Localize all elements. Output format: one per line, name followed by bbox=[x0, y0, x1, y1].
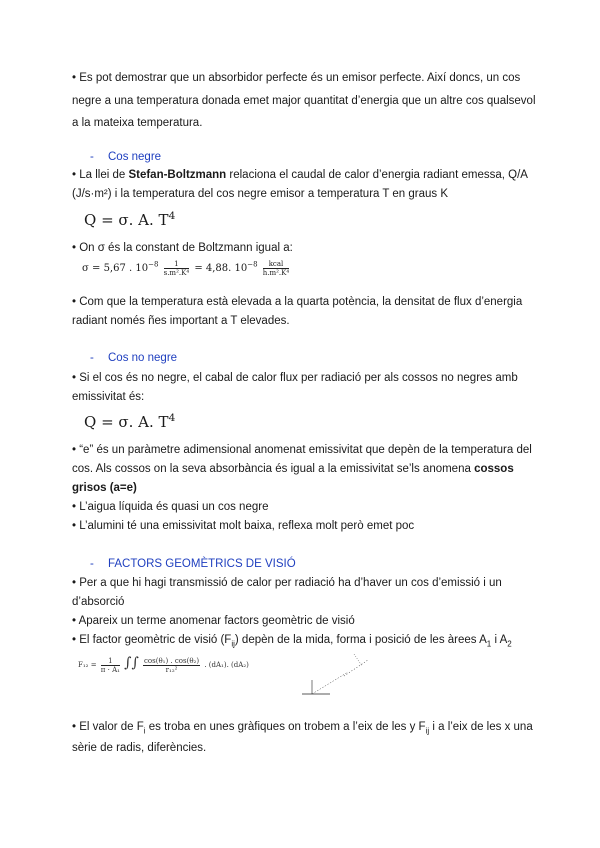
final-mid: es troba en unes gràfiques on trobem a l’eix de les y F bbox=[145, 721, 426, 733]
vf-l4-sub3: 2 bbox=[507, 639, 512, 649]
vf-l4-pre: • El factor geomètric de visió (F bbox=[72, 634, 232, 646]
sigma-exp-1: −8 bbox=[148, 260, 159, 269]
intro-line-3: a la mateixa temperatura. bbox=[72, 117, 203, 129]
view-factor-line-1: • Per a que hi hagi transmissió de calor per radiació ha d’haver un cos d’emissió i un bbox=[72, 577, 502, 589]
vf-l4-sub2: 1 bbox=[486, 639, 492, 649]
view-factor-formula bbox=[78, 655, 249, 674]
grey-bodies-label: grisos (a=e) bbox=[72, 482, 137, 494]
stefan-boltzmann-line-1 bbox=[72, 168, 528, 182]
sigma-lhs: σ = 5,67 . 10 bbox=[82, 263, 149, 274]
stefan-boltzmann-line-2: (J/s·m²) i la temperatura del cos negre emisor a temperatura T en graus K bbox=[72, 188, 449, 200]
formula-exponent: 4 bbox=[168, 412, 176, 424]
heading-cos-no-negre bbox=[90, 351, 177, 365]
final-post: i a l’eix de les x una bbox=[429, 721, 533, 733]
law-pre: • La llei de bbox=[72, 169, 129, 181]
vf-lhs: F₁₂ = bbox=[78, 661, 97, 669]
emissivity-line-3 bbox=[72, 481, 137, 495]
temperature-line-1: • Com que la temperatura està elevada a la quarta potència, la densitat de flux d’energia bbox=[72, 296, 523, 308]
vf-l4-sub1: ij bbox=[231, 639, 235, 649]
vf-l4-mid: ) depèn de la mida, forma i posició de les àrees A bbox=[234, 634, 487, 646]
vf-integral-sign: ∫∫ bbox=[124, 655, 139, 671]
sigma-frac2-num: kcal bbox=[263, 260, 289, 269]
intro-line-2: negre a una temperatura donada emet major quantitat d’energia que un altre cos qualsevol bbox=[72, 95, 536, 107]
view-factor-line-4 bbox=[72, 633, 512, 651]
heading-title: FACTORS GEOMÈTRICS DE VISIÓ bbox=[108, 558, 296, 570]
final-line-2: sèrie de radis, diferències. bbox=[72, 742, 207, 754]
stefan-boltzmann-formula bbox=[84, 210, 175, 229]
vf-prefactor-den: π · A₁ bbox=[100, 665, 120, 674]
view-factor-geometry-figure bbox=[300, 650, 380, 700]
vf-prefactor-num: 1 bbox=[101, 657, 120, 666]
water-line: • L’aigua líquida és quasi un cos negre bbox=[72, 501, 269, 513]
formula-text: Q = σ. A. T bbox=[84, 211, 169, 229]
temperature-line-2: radiant només ñes important a T elevades. bbox=[72, 315, 290, 327]
emissivity-l2-bold: cossos bbox=[474, 463, 514, 475]
vf-integrand bbox=[143, 657, 200, 674]
normal-line-2 bbox=[354, 654, 362, 666]
formula-text: Q = σ. A. T bbox=[84, 413, 169, 431]
final-sub2: ij bbox=[425, 726, 430, 736]
heading-dash: - bbox=[90, 151, 94, 163]
sigma-fraction-1 bbox=[164, 260, 190, 277]
emissivity-line-1: • “e” és un paràmetre adimensional anomenat emissivitat que depèn de la temperatura del bbox=[72, 444, 532, 456]
non-black-formula bbox=[84, 412, 175, 431]
law-post: relaciona el caudal de calor d’energia radiant emessa, Q/A bbox=[226, 169, 528, 181]
non-black-line-2: emissivitat és: bbox=[72, 391, 145, 403]
sigma-intro: • On σ és la constant de Boltzmann igual a: bbox=[72, 242, 293, 254]
heading-view-factors bbox=[90, 557, 296, 571]
vf-integrand-den: r₁₂² bbox=[165, 665, 178, 674]
formula-exponent: 4 bbox=[168, 210, 176, 222]
law-bold: Stefan-Boltzmann bbox=[128, 169, 227, 181]
view-factor-line-3: • Apareix un terme anomenar factors geomètric de visió bbox=[72, 615, 355, 627]
final-pre: • El valor de F bbox=[72, 721, 144, 733]
sigma-frac2-den: h.m².K⁴ bbox=[262, 269, 290, 277]
non-black-line-1: • Si el cos és no negre, el cabal de calor flux per radiació per als cossos no negres amb bbox=[72, 372, 518, 384]
intro-line-1: • Es pot demostrar que un absorbidor perfecte és un emisor perfecte. Així doncs, un cos bbox=[72, 72, 521, 84]
heading-cos-negre bbox=[90, 150, 161, 164]
heading-title: Cos no negre bbox=[108, 352, 178, 364]
vf-l4-and: i A bbox=[491, 634, 508, 646]
heading-dash: - bbox=[90, 558, 94, 570]
heading-dash: - bbox=[90, 352, 94, 364]
sigma-formula bbox=[82, 260, 291, 277]
final-line-1 bbox=[72, 720, 533, 738]
vf-tail: . (dA₁). (dA₂) bbox=[204, 661, 249, 669]
vf-prefactor bbox=[101, 657, 120, 674]
sigma-exp-2: −8 bbox=[247, 260, 258, 269]
aluminum-line: • L’alumini té una emissivitat molt baixa, reflexa molt però emet poc bbox=[72, 520, 415, 532]
ray-line bbox=[312, 672, 348, 694]
sigma-fraction-2 bbox=[263, 260, 289, 277]
emissivity-l2-pre: cos. Als cossos on la seva absorbància és igual a la emissivitat se’ls anomena bbox=[72, 463, 475, 475]
vf-integrand-num: cos(θ₁) . cos(θ₂) bbox=[144, 656, 200, 665]
sigma-mid: = 4,88. 10 bbox=[194, 263, 248, 274]
sigma-frac1-den: s.m².K⁴ bbox=[163, 269, 190, 277]
sigma-frac1-num: 1 bbox=[164, 260, 190, 269]
surface-a2-line bbox=[344, 660, 368, 676]
emissivity-line-2 bbox=[72, 462, 514, 476]
view-factor-line-2: d’absorció bbox=[72, 596, 125, 608]
final-sub1: i bbox=[143, 726, 146, 736]
heading-title: Cos negre bbox=[108, 151, 162, 163]
